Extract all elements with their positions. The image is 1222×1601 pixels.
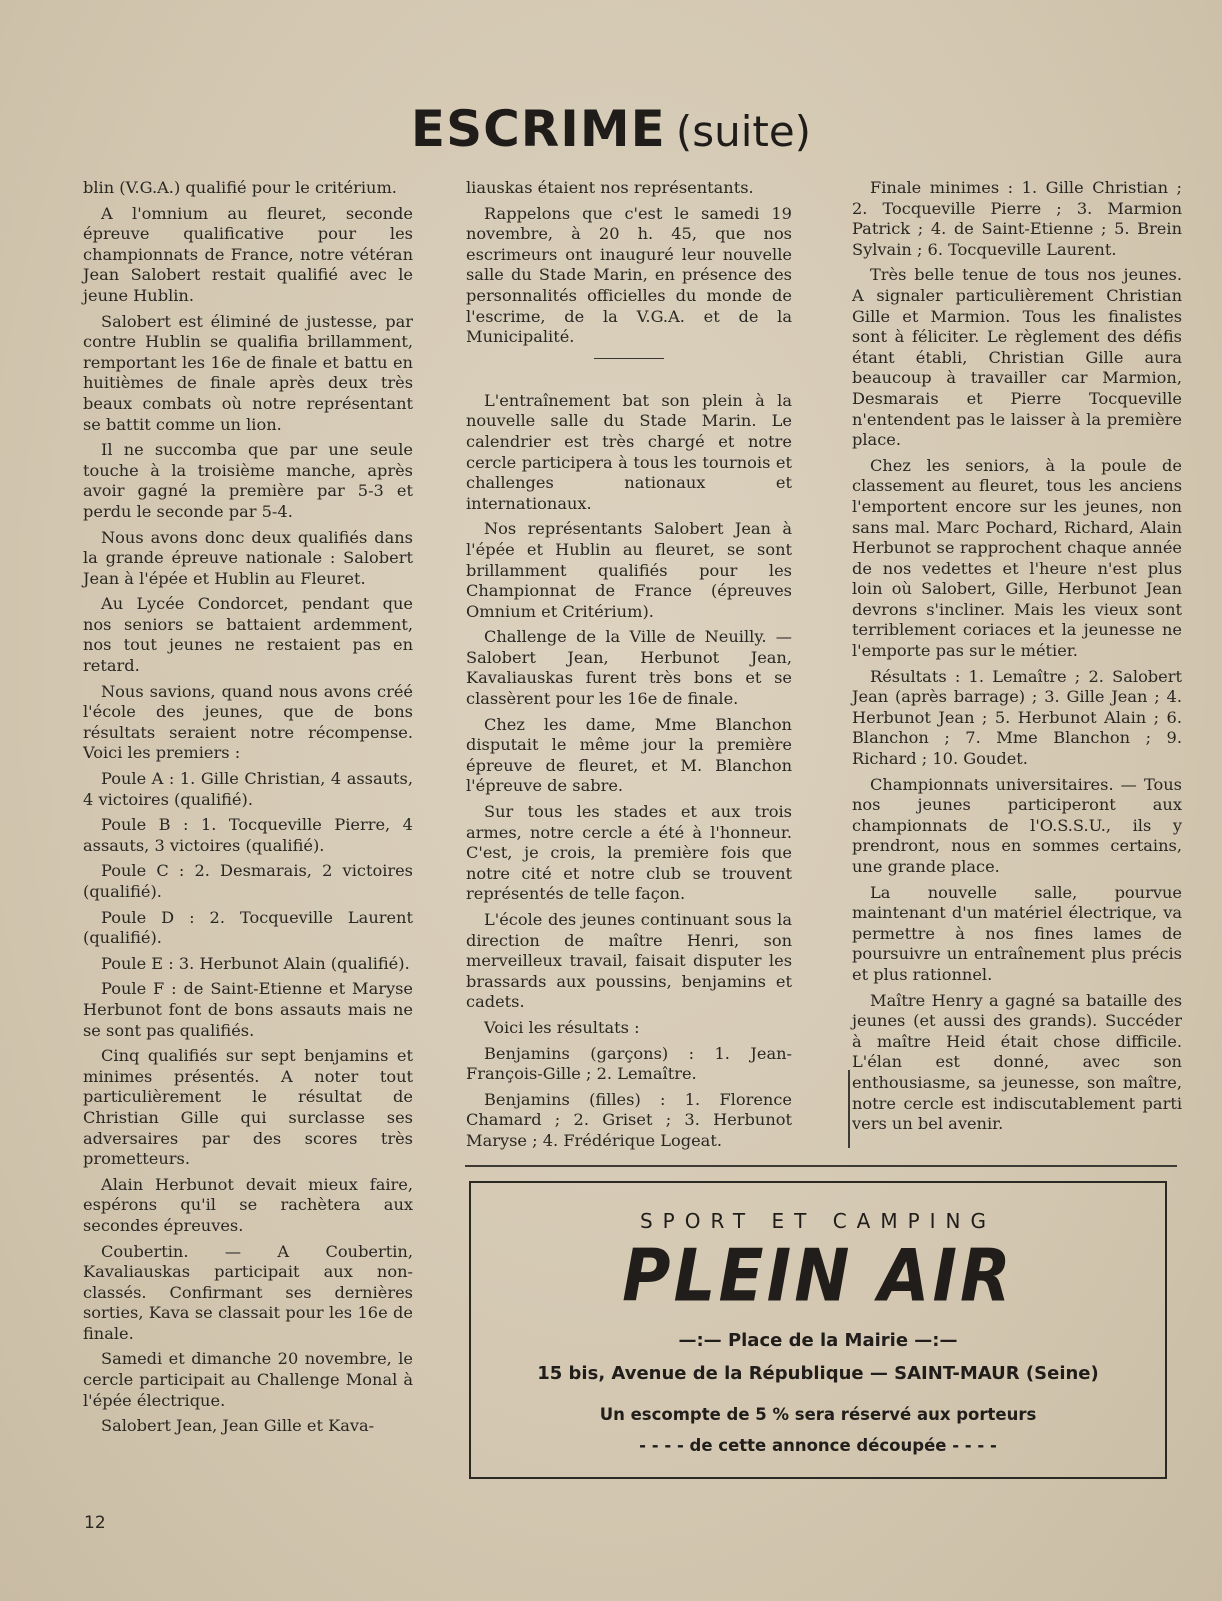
paragraph: Poule D : 2. Tocqueville Laurent (qualifié). — [83, 907, 413, 948]
article-column-3 — [852, 178, 1182, 1140]
paragraph: Poule E : 3. Herbunot Alain (qualifié). — [101, 953, 410, 973]
paragraph: Chez les seniors, à la poule de classement au fleuret, tous les anciens l'emportent encore sur les jeunes, non sans mal. Marc Pochard, Richard, Alain Herbunot se rapprochent chaque année de nos vedettes et l'heure n'est plus loin où Salobert, Gille, Herbunot Jean devrons s'incliner. Mais les vieux sont terriblement coriaces et la jeunesse ne l'emporte pas sur le métier. — [852, 455, 1182, 661]
paragraph: blin (V.G.A.) qualifié pour le critérium. — [83, 178, 397, 197]
paragraph: Chez les dame, Mme Blanchon disputait le même jour la première épreuve de fleuret, et M. Blanchon l'épreuve de sabre. — [466, 714, 792, 796]
paragraph: Championnats universitaires. — Tous nos jeunes participeront aux championnats de l'O.S.S.U., ils y prendront, nous en sommes certains, une grande place. — [852, 774, 1182, 876]
paragraph: Voici les résultats : — [484, 1017, 640, 1037]
paragraph: A l'omnium au fleuret, seconde épreuve qualificative pour les championnats de France, notre vétéran Jean Salobert restait qualifié avec le jeune Hublin. — [83, 203, 413, 305]
paragraph: Nous avons donc deux qualifiés dans la grande épreuve nationale : Salobert Jean à l'épée et Hublin au Fleuret. — [83, 527, 413, 588]
paragraph: Sur tous les stades et aux trois armes, notre cercle a été à l'honneur. C'est, je crois, la première fois que notre cité et notre club se trouvent représentés de telle façon. — [466, 802, 792, 904]
paragraph: Nos représentants Salobert Jean à l'épée et Hublin au fleuret, se sont brillamment qualifiés pour les Championnat de France (épreuves Omnium et Critérium). — [466, 519, 792, 621]
paragraph: Salobert est éliminé de justesse, par contre Hublin se qualifia brillamment, remportant les 16e de finale et battu en huitièmes de finale après deux très beaux combats où notre représentant se battit comme un lion. — [83, 311, 413, 434]
paragraph: Il ne succomba que par une seule touche à la troisième manche, après avoir gagné la première par 5-3 et perdu le seconde par 5-4. — [83, 440, 413, 521]
paragraph: L'entraînement bat son plein à la nouvelle salle du Stade Marin. Le calendrier est très chargé et notre cercle participera à tous les tournois et challenges nationaux et internationaux. — [466, 390, 792, 513]
article-column-2 — [466, 178, 792, 1157]
paragraph: Cinq qualifiés sur sept benjamins et minimes présentés. A noter tout particulièrement le résultat de Christian Gille qui surclasse ses adversaires par des scores très prometteurs. — [83, 1046, 413, 1169]
paragraph: Maître Henry a gagné sa bataille des jeunes (et aussi des grands). Succéder à maître Heid était chose difficile. L'élan est donné, avec son enthousiasme, sa jeunesse, son maître, notre cercle est indiscutablement parti vers un bel avenir. — [852, 990, 1182, 1134]
paragraph: liauskas étaient nos représentants. — [466, 178, 754, 197]
paragraph: Finale minimes : 1. Gille Christian ; 2. Tocqueville Pierre ; 3. Marmion Patrick ; 4. de Saint-Etienne ; 5. Brein Sylvain ; 6. Tocqueville Laurent. — [852, 178, 1182, 259]
paragraph: Challenge de la Ville de Neuilly. — Salobert Jean, Herbunot Jean, Kavaliauskas furent très bons et se classèrent pour les 16e de finale. — [466, 627, 792, 709]
ad-kicker: SPORT ET CAMPING — [639, 1209, 997, 1233]
page-title — [0, 100, 1222, 158]
paragraph: Benjamins (filles) : 1. Florence Chamard ; 2. Griset ; 3. Herbunot Maryse ; 4. Frédérique Logeat. — [466, 1089, 792, 1150]
section-divider — [594, 358, 664, 359]
paragraph: Très belle tenue de tous nos jeunes. A signaler particulièrement Christian Gille et Marmion. Tous les finalistes sont à féliciter. Le règlement des défis étant établi, Christian Gille aura beaucoup à travailler car Marmion, Desmarais et Pierre Tocqueville n'entendent pas le laisser à la première place. — [852, 265, 1182, 450]
horizontal-rule — [465, 1165, 1177, 1167]
paragraph: Rappelons que c'est le samedi 19 novembre, à 20 h. 45, que nos escrimeurs ont inauguré leur nouvelle salle du Stade Marin, en présence des personnalités officielles du monde de l'escrime, de la V.G.A. et de la Municipalité. — [466, 203, 792, 347]
paragraph: L'école des jeunes continuant sous la direction de maître Henri, son merveilleux travail, faisait disputer les brassards aux poussins, benjamins et cadets. — [466, 910, 792, 1012]
paragraph: Résultats : 1. Lemaître ; 2. Salobert Jean (après barrage) ; 3. Gille Jean ; 4. Herbunot Jean ; 5. Herbunot Alain ; 6. Blanchon ; 7. Mme Blanchon ; 9. Richard ; 10. Goudet. — [852, 666, 1182, 769]
column-rule — [848, 1070, 850, 1148]
title-main: ESCRIME — [410, 100, 666, 158]
paragraph: Salobert Jean, Jean Gille et Kava- — [101, 1416, 375, 1436]
ad-brand-name: PLEIN AIR — [622, 1233, 1014, 1318]
ad-place: —:— Place de la Mairie —:— — [678, 1330, 958, 1351]
paragraph: Samedi et dimanche 20 novembre, le cercle participait au Challenge Monal à l'épée électrique. — [83, 1349, 413, 1410]
ad-address: 15 bis, Avenue de la République — SAINT-MAUR (Seine) — [537, 1363, 1099, 1384]
paragraph: Poule A : 1. Gille Christian, 4 assauts, 4 victoires (qualifié). — [83, 769, 413, 809]
paragraph: Au Lycée Condorcet, pendant que nos seniors se battaient ardemment, nos tout jeunes ne restaient pas en retard. — [83, 594, 413, 676]
paragraph: Nous savions, quand nous avons créé l'école des jeunes, que de bons résultats seraient notre récompense. Voici les premiers : — [83, 681, 413, 763]
article-column-1 — [83, 178, 413, 1442]
paragraph: Poule B : 1. Tocqueville Pierre, 4 assauts, 3 victoires (qualifié). — [83, 815, 413, 855]
paragraph: Poule C : 2. Desmarais, 2 victoires (qualifié). — [83, 861, 413, 901]
ad-offer-line-2: - - - - de cette annonce découpée - - - - — [639, 1436, 997, 1455]
advertisement-box — [469, 1181, 1167, 1479]
paragraph: Benjamins (garçons) : 1. Jean-François-Gille ; 2. Lemaître. — [466, 1043, 792, 1084]
paragraph: Alain Herbunot devait mieux faire, espérons qu'il se rachètera aux secondes épreuves. — [83, 1174, 413, 1235]
ad-offer-line-1: Un escompte de 5 % sera réservé aux porteurs — [599, 1405, 1037, 1424]
paragraph: Poule F : de Saint-Etienne et Maryse Herbunot font de bons assauts mais ne se sont pas qualifiés. — [83, 979, 413, 1040]
page-number: 12 — [84, 1513, 106, 1533]
title-subtitle: (suite) — [675, 107, 812, 156]
paragraph: Coubertin. — A Coubertin, Kavaliauskas participait aux non-classés. Confirmant ses dernières sorties, Kava se classait pour les 16e de finale. — [83, 1241, 413, 1343]
paragraph: La nouvelle salle, pourvue maintenant d'un matériel électrique, va permettre à nos fines lames de poursuivre un entraînement plus précis et plus rationnel. — [852, 882, 1182, 984]
